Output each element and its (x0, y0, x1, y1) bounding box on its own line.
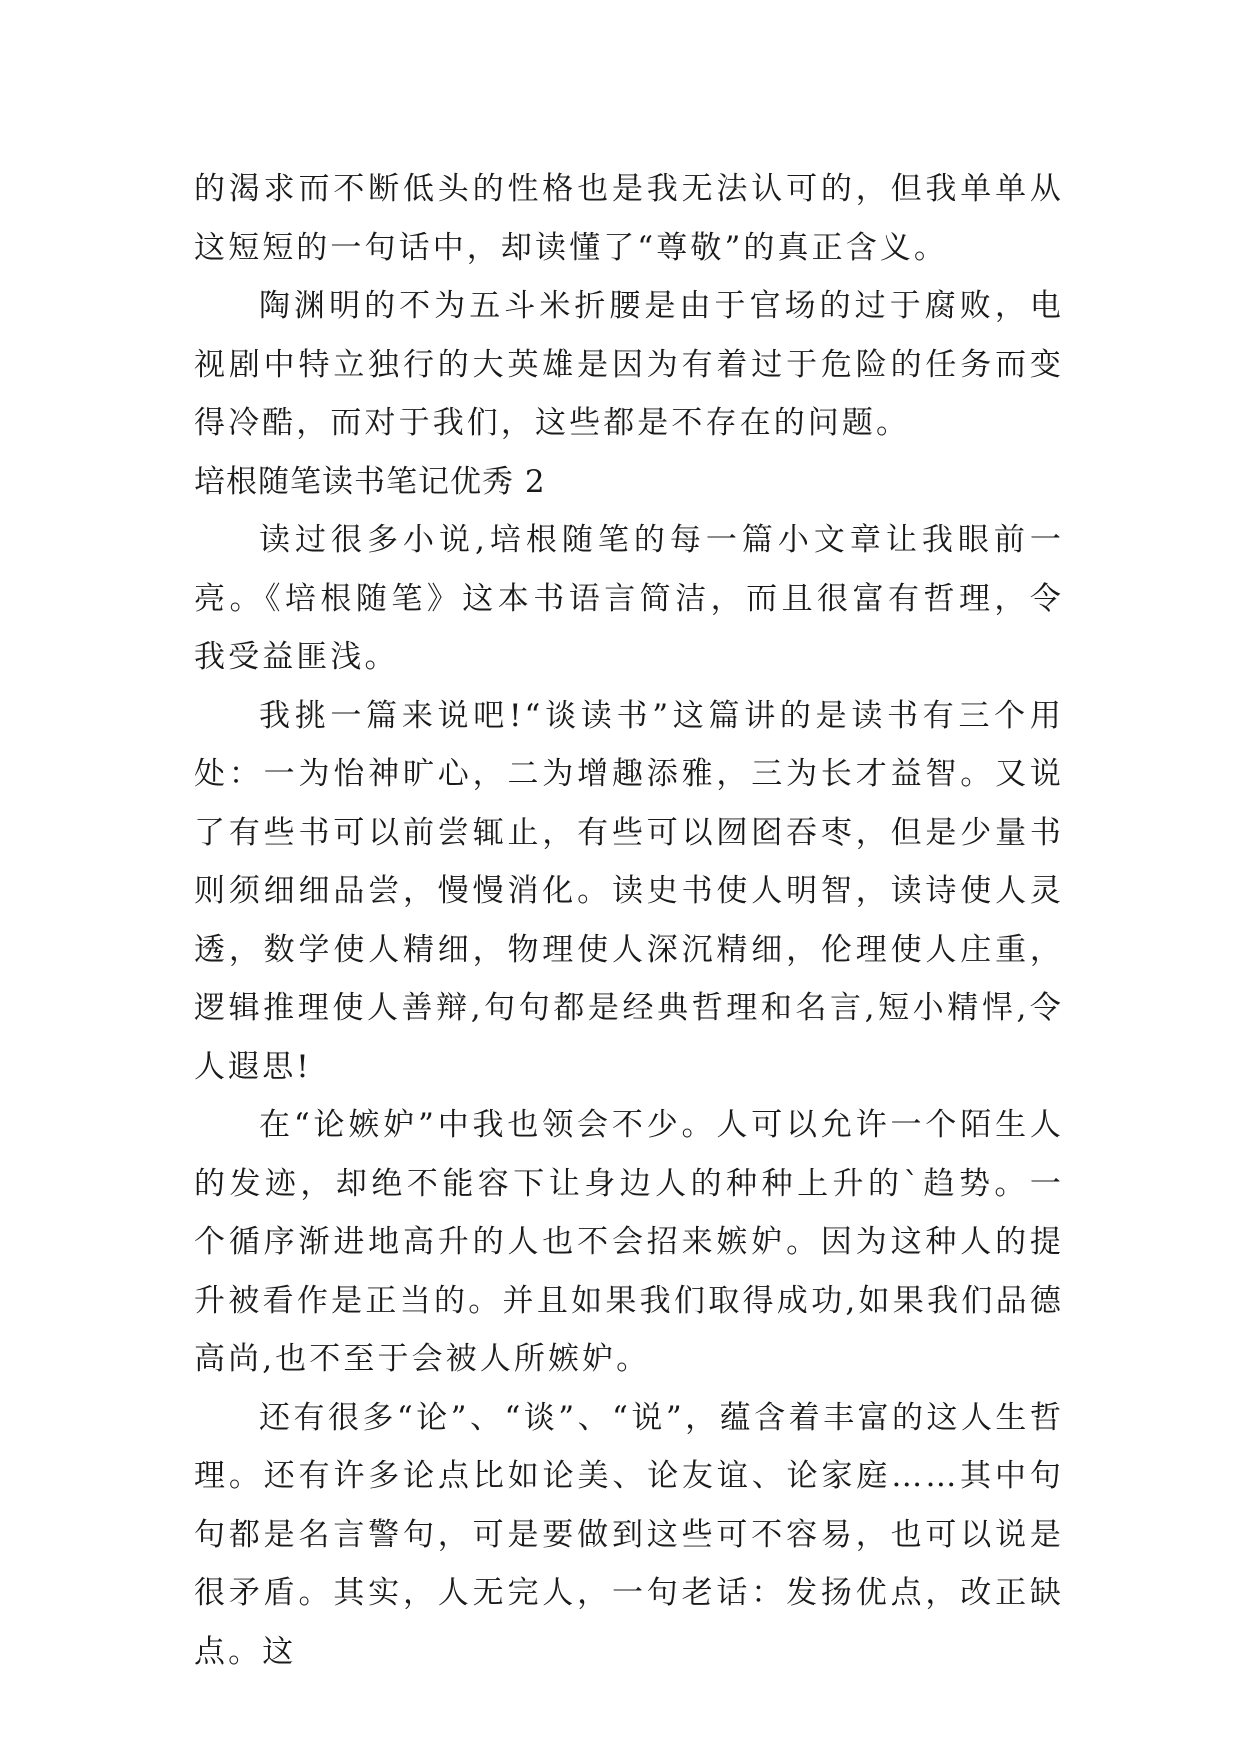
document-body (194, 160, 1064, 1681)
paragraph: 陶渊明的不为五斗米折腰是由于官场的过于腐败，电视剧中特立独行的大英雄是因为有着过于危险的任务而变得冷酷，而对于我们，这些都是不存在的问题。 (194, 288, 1064, 441)
paragraph: 读过很多小说,培根随笔的每一篇小文章让我眼前一亮。《培根随笔》这本书语言简洁，而且很富有哲理，令我受益匪浅。 (194, 522, 1064, 675)
paragraph-continuation: 的渴求而不断低头的性格也是我无法认可的，但我单单从这短短的一句话中，却读懂了“尊敬”的真正含义。 (194, 171, 1064, 266)
paragraph: 我挑一篇来说吧!“谈读书”这篇讲的是读书有三个用处：一为怡神旷心，二为增趣添雅，三为长才益智。又说了有些书可以前尝辄止，有些可以囫囵吞枣，但是少量书则须细细品尝，慢慢消化。读史书使人明智，读诗使人灵透，数学使人精细，物理使人深沉精细，伦理使人庄重，逻辑推理使人善辩,句句都是经典哲理和名言,短小精悍,令人遐思! (194, 697, 1064, 1085)
section-heading: 培根随笔读书笔记优秀 2 (194, 463, 546, 500)
paragraph: 还有很多“论”、“谈”、“说”，蕴含着丰富的这人生哲理。还有许多论点比如论美、论友谊、论家庭……其中句句都是名言警句，可是要做到这些可不容易，也可以说是很矛盾。其实，人无完人，一句老话：发扬优点，改正缺点。这 (194, 1399, 1064, 1670)
paragraph: 在“论嫉妒”中我也领会不少。人可以允许一个陌生人的发迹，却绝不能容下让身边人的种种上升的`趋势。一个循序渐进地高升的人也不会招来嫉妒。因为这种人的提升被看作是正当的。并且如果我们取得成功,如果我们品德高尚,也不至于会被人所嫉妒。 (194, 1107, 1064, 1377)
